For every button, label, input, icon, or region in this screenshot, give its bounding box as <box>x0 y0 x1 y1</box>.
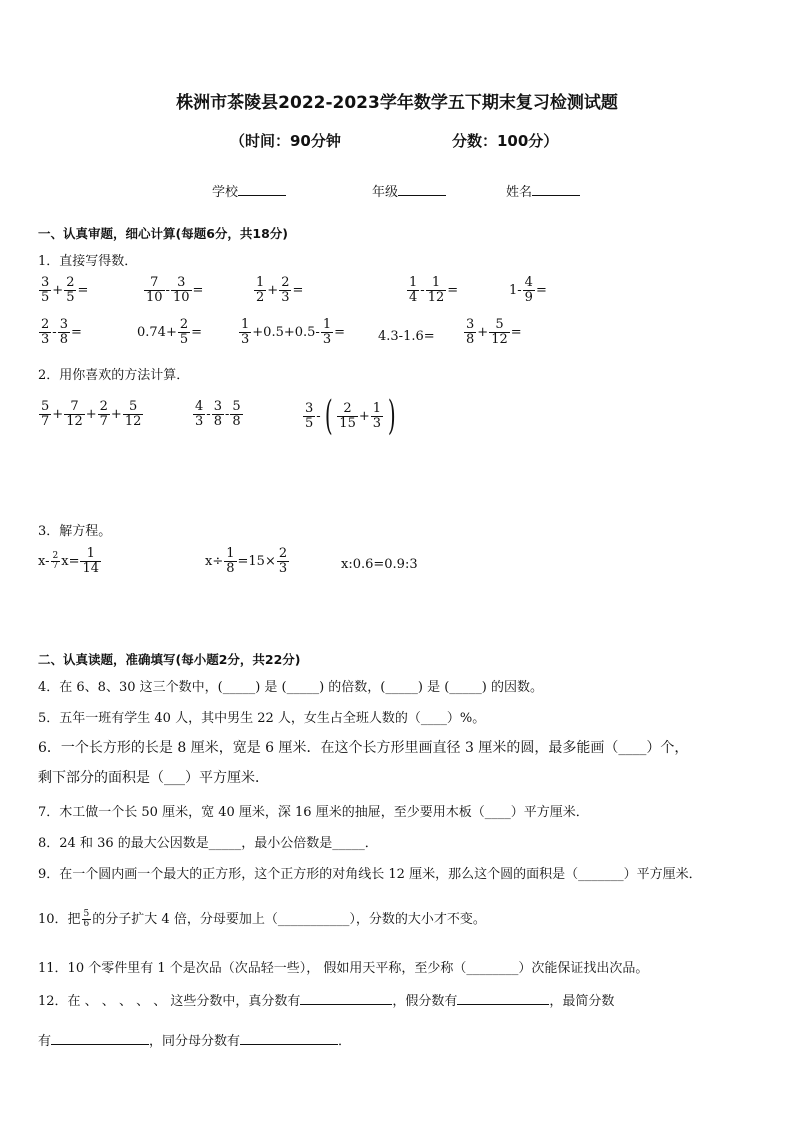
q1-expr-6: $\frac{2}{3}$ - $\frac{3}{8}$ = <box>41 317 82 347</box>
fraction: $\frac{3}{5}$ <box>41 275 50 305</box>
question-10: 10．把 $\frac{5}{6}$ 的分子扩大 4 倍，分母要加上（___________），分数的大小才不变。 <box>38 909 486 929</box>
fraction: $\frac{1}{3}$ <box>322 317 332 347</box>
q1-expr-9: 4.3-1.6= <box>378 329 435 344</box>
fraction: $\frac{1}{8}$ <box>226 546 235 576</box>
fraction: $\frac{2}{3}$ <box>41 317 50 347</box>
fraction: $\frac{7}{10}$ <box>146 275 163 305</box>
q2-expr-3: $\frac{3}{5}$ -( $\frac{2}{15}$ + $\frac{1}{3}$ ) <box>305 393 396 439</box>
q1-expr-8: $\frac{1}{3}$ +0.5+0.5- $\frac{1}{3}$ = <box>241 317 345 347</box>
grade-input[interactable] <box>398 183 446 196</box>
fraction: $\frac{2}{3}$ <box>281 275 290 305</box>
q1-expr-1: $\frac{3}{5}$ + $\frac{2}{5}$ = <box>41 275 89 305</box>
q1-expr-5: 1- $\frac{4}{9}$ = <box>509 275 547 305</box>
question-3: 3．解方程。 <box>38 524 112 539</box>
q3-eq-1: x- $\frac{2}{7}$ x= $\frac{1}{14}$ <box>38 546 100 576</box>
fraction: $\frac{1}{3}$ <box>241 317 250 347</box>
fraction: $\frac{1}{4}$ <box>409 275 418 305</box>
fraction: $\frac{1}{3}$ <box>372 400 382 431</box>
question-2: 2．用你喜欢的方法计算． <box>38 368 190 383</box>
question-6-cont: 剩下部分的面积是（___）平方厘米． <box>38 770 269 786</box>
question-11: 11．10 个零件里有 1 个是次品（次品轻一些）， 假如用天平称，至少称（________）次能保证找出次品。 <box>38 961 649 976</box>
fraction: $\frac{3}{8}$ <box>59 317 68 347</box>
q1-expr-4: $\frac{1}{4}$ - $\frac{1}{12}$ = <box>409 275 459 305</box>
fraction: $\frac{1}{14}$ <box>82 546 100 576</box>
school-input[interactable] <box>238 183 286 196</box>
fraction: $\frac{5}{12}$ <box>124 399 142 429</box>
fraction: $\frac{2}{7}$ <box>99 399 108 429</box>
same-denominator-blank[interactable] <box>240 1032 338 1045</box>
q2-expr-1: $\frac{5}{7}$ + $\frac{7}{12}$ + $\frac{2}{7}$ + $\frac{5}{12}$ <box>41 399 142 429</box>
question-12-cont: 有 ，同分母分数有 ． <box>38 1034 352 1049</box>
q3-eq-3: x:0.6=0.9:3 <box>341 557 418 572</box>
fraction: $\frac{5}{8}$ <box>232 399 241 429</box>
fraction: $\frac{7}{12}$ <box>66 399 83 429</box>
proper-fraction-blank[interactable] <box>300 992 392 1005</box>
q1-expr-7: 0.74+ $\frac{2}{5}$ = <box>137 317 203 347</box>
question-8: 8．24 和 36 的最大公因数是_____，最小公倍数是_____． <box>38 836 378 851</box>
fraction: $\frac{3}{8}$ <box>213 399 222 429</box>
question-5: 5．五年一班有学生 40 人，其中男生 22 人，女生占全班人数的（____）%。 <box>38 711 486 726</box>
fraction: $\frac{2}{15}$ <box>339 400 356 431</box>
fraction: $\frac{4}{9}$ <box>524 275 533 305</box>
fraction: $\frac{1}{12}$ <box>427 275 445 305</box>
q1-expr-10: $\frac{3}{8}$ + $\frac{5}{12}$ = <box>466 317 522 347</box>
question-9: 9．在一个圆内画一个最大的正方形，这个正方形的对角线长 12 厘米，那么这个圆的面积是（_______）平方厘米． <box>38 867 702 882</box>
fraction: $\frac{5}{7}$ <box>41 399 50 429</box>
school-label: 学校 <box>212 185 239 200</box>
q2-expr-2: $\frac{4}{3}$ - $\frac{3}{8}$ - $\frac{5}{8}$ <box>195 399 241 429</box>
grade-field <box>372 181 446 200</box>
name-label: 姓名 <box>506 185 533 200</box>
fraction: $\frac{5}{6}$ <box>83 909 90 929</box>
fraction: $\frac{1}{2}$ <box>256 275 265 305</box>
question-12: 12．在 、 、 、 、 、 这些分数中，真分数有 ，假分数有 ，最简分数 <box>38 994 615 1009</box>
q3-eq-2: x÷ $\frac{1}{8}$ =15× $\frac{2}{3}$ <box>205 546 288 576</box>
right-paren: ) <box>387 393 396 439</box>
fraction: $\frac{2}{7}$ <box>52 551 59 571</box>
fraction: $\frac{3}{8}$ <box>466 317 475 347</box>
fraction: $\frac{5}{12}$ <box>491 317 508 347</box>
fraction: $\frac{3}{5}$ <box>305 400 314 431</box>
fraction: $\frac{2}{5}$ <box>179 317 189 347</box>
fraction: $\frac{4}{3}$ <box>195 399 204 429</box>
name-input[interactable] <box>532 183 580 196</box>
question-1: 1．直接写得数． <box>38 254 138 269</box>
section-1-heading: 一、认真审题，细心计算(每题6分，共18分) <box>38 226 289 241</box>
left-paren: ( <box>324 393 333 439</box>
simplest-fraction-blank[interactable] <box>51 1032 149 1045</box>
q1-expr-3: $\frac{1}{2}$ + $\frac{2}{3}$ = <box>256 275 304 305</box>
fraction: $\frac{2}{3}$ <box>278 546 288 576</box>
fraction: $\frac{3}{10}$ <box>172 275 190 305</box>
grade-label: 年级 <box>372 185 399 200</box>
question-4: 4．在 6、8、30 这三个数中，(_____) 是 (_____) 的倍数，(_____) 是 (_____) 的因数。 <box>38 680 543 695</box>
q1-expr-2: $\frac{7}{10}$ - $\frac{3}{10}$ = <box>146 275 204 305</box>
name-field <box>506 181 580 200</box>
exam-score: 分数：100分） <box>452 132 559 150</box>
section-2-heading: 二、认真读题，准确填写(每小题2分，共22分) <box>38 652 301 667</box>
page-title: 株洲市茶陵县2022-2023学年数学五下期末复习检测试题 <box>176 93 618 113</box>
fraction: $\frac{2}{5}$ <box>66 275 75 305</box>
question-6: 6．一个长方形的长是 8 厘米，宽是 6 厘米．在这个长方形里画直径 3 厘米的圆，最多能画（____）个， <box>38 740 689 756</box>
question-7: 7．木工做一个长 50 厘米，宽 40 厘米，深 16 厘米的抽屉，至少要用木板（____）平方厘米． <box>38 805 589 820</box>
exam-time: （时间：90分钟 <box>230 132 341 150</box>
school-field <box>212 181 286 200</box>
improper-fraction-blank[interactable] <box>457 992 549 1005</box>
